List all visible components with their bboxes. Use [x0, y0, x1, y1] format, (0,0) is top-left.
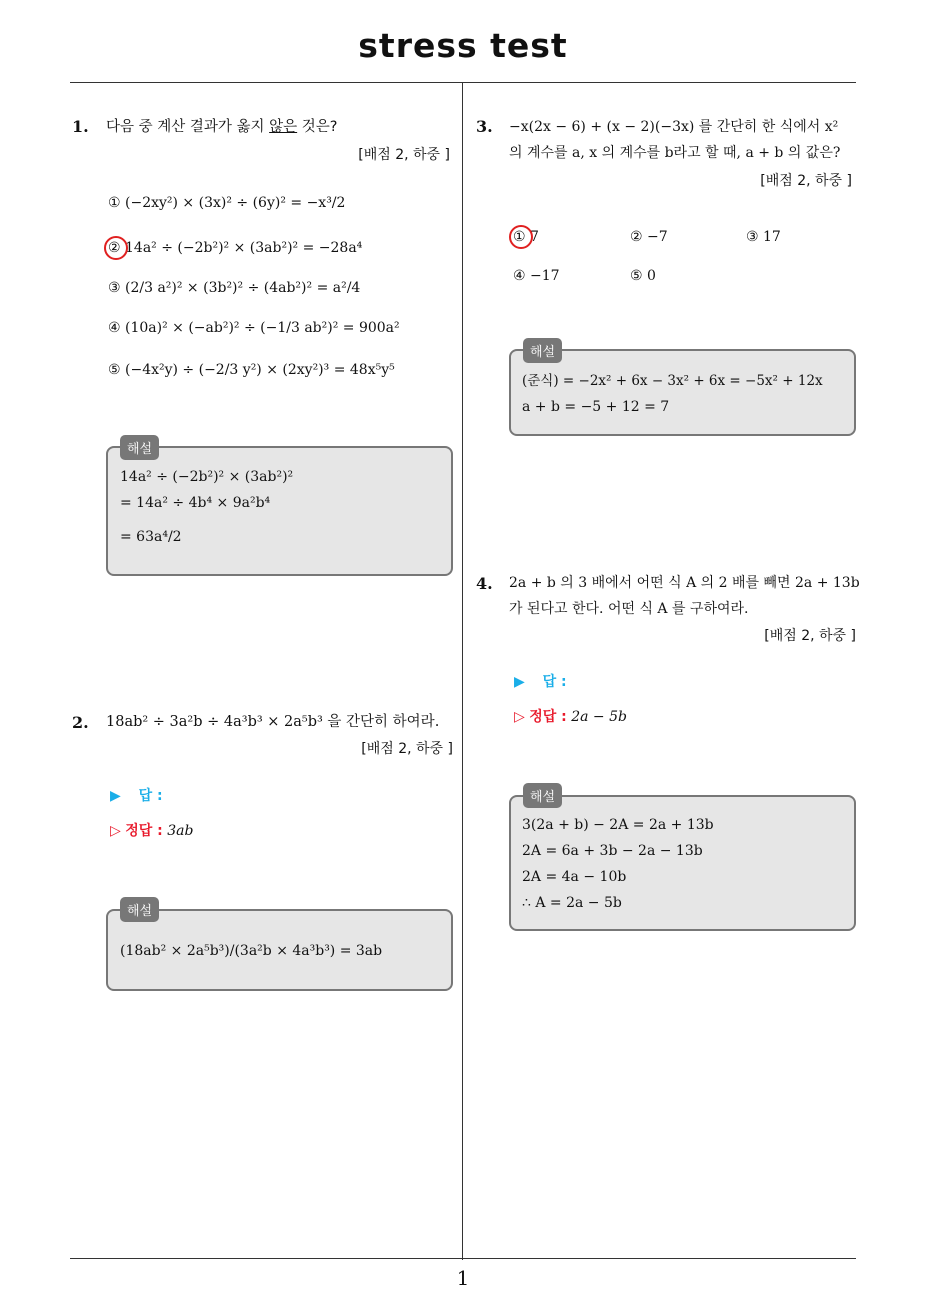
q2-number: 2.	[72, 713, 89, 732]
q1-explanation-line-2: = 14a² ÷ 4b⁴ × 9a²b⁴	[120, 495, 271, 511]
play-icon: ▶	[514, 674, 525, 690]
q4-question-line-1: 2a + b 의 3 배에서 어떤 식 A 의 2 배를 빼면 2a + 13b	[509, 575, 860, 591]
q4-answer-label: 답 :	[542, 674, 567, 690]
q1-number: 1.	[72, 117, 89, 136]
q4-number: 4.	[476, 574, 493, 593]
q4-explanation-line-4: ∴ A = 2a − 5b	[522, 895, 622, 911]
q1-text-before: 다음 중 계산 결과가 옳지	[106, 119, 270, 135]
q3-explanation-line-2: a + b = −5 + 12 = 7	[522, 399, 670, 415]
column-divider	[462, 82, 463, 1260]
q3-option-1-text: ① 7	[513, 229, 539, 245]
q3-explanation-tag: 해설	[523, 338, 562, 363]
q4-question-line-2: 가 된다고 한다. 어떤 식 A 를 구하여라.	[509, 601, 749, 617]
q1-explanation-line-1: 14a² ÷ (−2b²)² × (3ab²)²	[120, 469, 294, 485]
q1-question	[106, 114, 337, 140]
q3-selected-mark	[509, 225, 533, 249]
q3-option-2[interactable]	[630, 229, 668, 245]
footer-rule	[70, 1258, 856, 1259]
page-number: 1	[456, 1266, 470, 1290]
q1-option-3-text: ③ (2/3 a²)² × (3b²)² ÷ (4ab²)² = a²/4	[108, 280, 361, 296]
q4-explanation-line-2: 2A = 6a + 3b − 2a − 13b	[522, 843, 703, 859]
q4-explanation-line-1: 3(2a + b) − 2A = 2a + 13b	[522, 817, 714, 833]
q3-option-4-text: ④ −17	[513, 268, 560, 284]
q3-option-2-text: ② −7	[630, 229, 668, 245]
q2-score: [배점 2, 하중 ]	[361, 741, 453, 757]
q2-explanation-tag: 해설	[120, 897, 159, 922]
q1-option-1[interactable]	[108, 195, 345, 211]
page-title: stress test	[358, 26, 568, 65]
q3-question-line-1: −x(2x − 6) + (x − 2)(−3x) 를 간단히 한 식에서 x²	[509, 119, 839, 135]
q3-option-3[interactable]	[746, 229, 781, 245]
q1-explanation-line-3: = 63a⁴/2	[120, 529, 182, 545]
q1-explanation-tag: 해설	[120, 435, 159, 460]
play-outline-icon: ▷	[110, 823, 121, 839]
q1-option-1-text: ① (−2xy²) × (3x)² ÷ (6y)² = −x³/2	[108, 195, 346, 211]
q3-option-5-text: ⑤ 0	[630, 268, 656, 284]
q3-option-3-text: ③ 17	[746, 229, 781, 245]
q1-selected-mark	[104, 236, 128, 260]
q1-option-4[interactable]	[108, 320, 400, 336]
q2-answer-row	[110, 785, 163, 805]
q1-option-5[interactable]	[108, 362, 395, 378]
q4-correct-value: 2a − 5b	[571, 709, 627, 725]
play-icon: ▶	[110, 788, 121, 804]
q1-option-2[interactable]	[108, 240, 362, 256]
q1-text-after: 것은?	[297, 119, 338, 135]
q2-explanation-line-1: (18ab² × 2a⁵b³)/(3a²b × 4a³b³) = 3ab	[120, 943, 383, 959]
q1-option-4-text: ④ (10a)² × (−ab²)² ÷ (−1/3 ab²)² = 900a²	[108, 320, 400, 336]
q1-text-underlined: 않은	[269, 119, 298, 135]
q3-explanation-line-1: (준식) = −2x² + 6x − 3x² + 6x = −5x² + 12x	[522, 373, 823, 389]
play-outline-icon: ▷	[514, 709, 525, 725]
q4-correct-row	[514, 706, 627, 726]
q1-option-5-text: ⑤ (−4x²y) ÷ (−2/3 y²) × (2xy²)³ = 48x⁵y⁵	[108, 362, 395, 378]
q2-correct-value: 3ab	[167, 823, 194, 839]
q2-correct-label: 정답 :	[125, 823, 163, 839]
q3-score: [배점 2, 하중 ]	[760, 173, 852, 189]
q1-option-3[interactable]	[108, 280, 360, 296]
q2-correct-row	[110, 820, 193, 840]
q4-answer-row	[514, 671, 567, 691]
q3-number: 3.	[476, 117, 493, 136]
q4-explanation-tag: 해설	[523, 783, 562, 808]
q1-option-2-text: ② 14a² ÷ (−2b²)² × (3ab²)² = −28a⁴	[108, 240, 363, 256]
q1-score: [배점 2, 하중 ]	[358, 147, 450, 163]
q4-correct-label: 정답 :	[529, 709, 567, 725]
q4-explanation-line-3: 2A = 4a − 10b	[522, 869, 627, 885]
q4-score: [배점 2, 하중 ]	[764, 628, 856, 644]
q3-question-line-2: 의 계수를 a, x 의 계수를 b라고 할 때, a + b 의 값은?	[509, 145, 841, 161]
q3-option-5[interactable]	[630, 268, 656, 284]
header-rule	[70, 82, 856, 83]
q3-option-4[interactable]	[513, 268, 560, 284]
q2-answer-label: 답 :	[138, 788, 163, 804]
q2-question: 18ab² ÷ 3a²b ÷ 4a³b³ × 2a⁵b³ 을 간단히 하여라.	[106, 714, 440, 730]
